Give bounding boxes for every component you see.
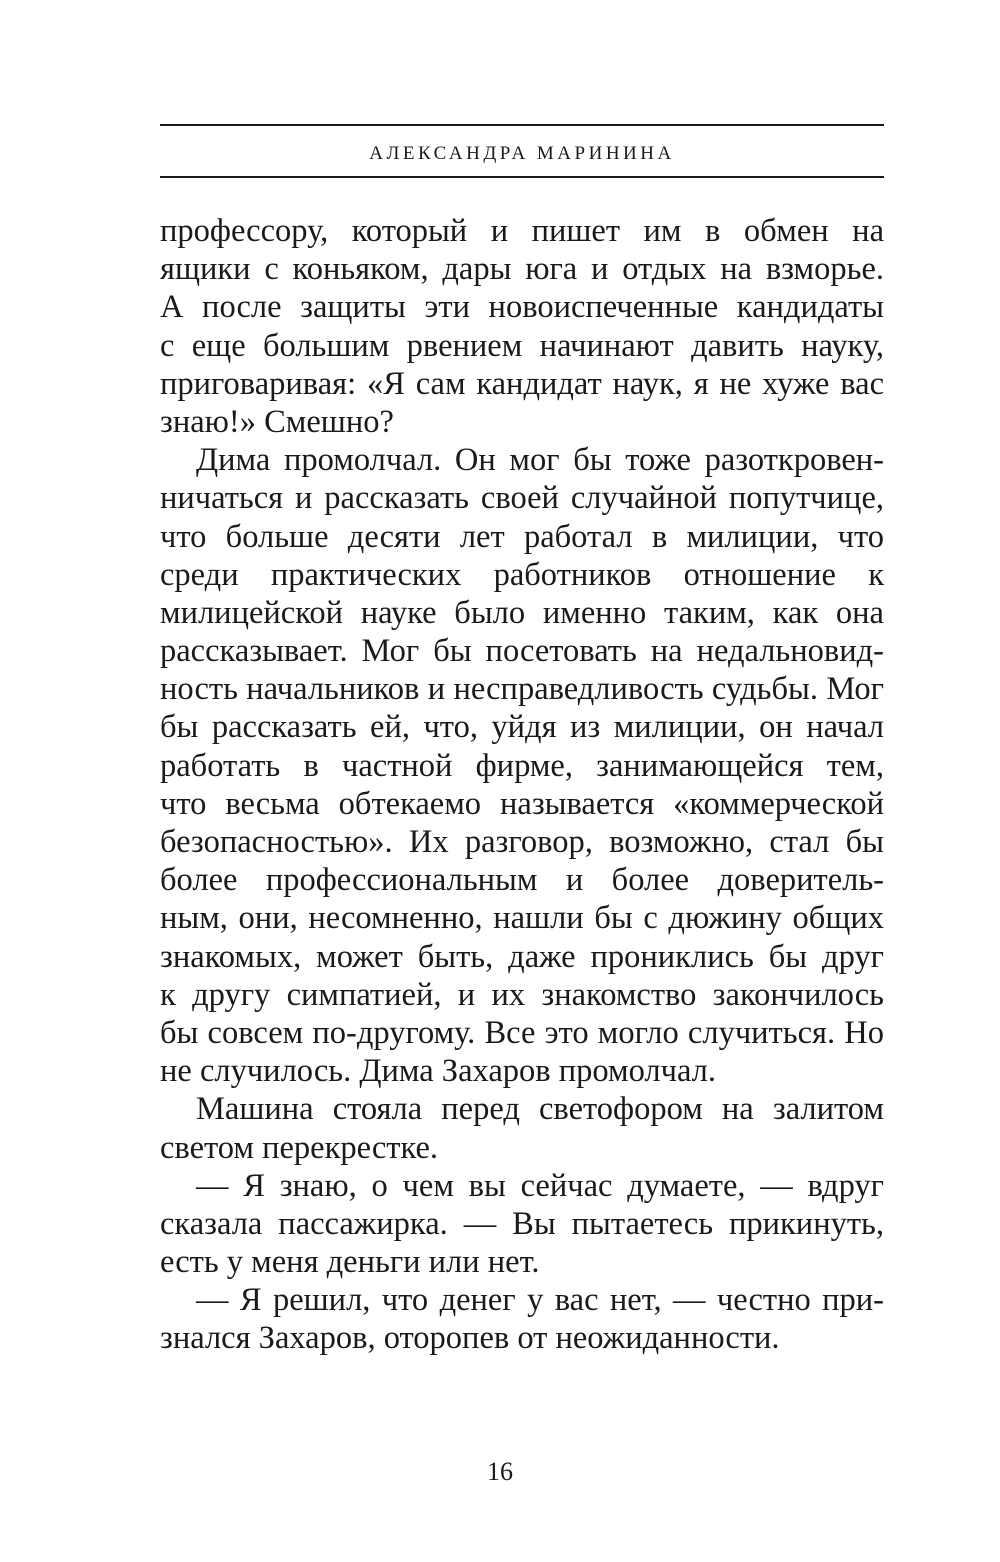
text-line: знаю!» Смешно? [160,403,394,440]
text-line: — Я решил, что денег у вас нет, — честно при- [196,1282,884,1319]
text-line: — Я знаю, о чем вы сейчас думаете, — вдруг [196,1167,884,1204]
text-line: к другу симпатией, и их знакомство закончилось [160,976,884,1013]
text-line: рассказывает. Мог бы посетовать на недальновид- [160,633,884,670]
text-line: профессору, который и пишет им в обмен на [160,213,884,249]
text-line: ность начальников и несправедливость судьбы. Мог [160,671,884,708]
text-line: среди практических работников отношение к [160,556,884,593]
text-line: знался Захаров, оторопев от неожиданности. [160,1320,780,1357]
page-number: 16 [487,1457,513,1486]
text-line: работать в частной фирме, занимающейся тем, [160,747,884,784]
running-head-author: АЛЕКСАНДРА МАРИНИНА [369,143,675,164]
text-line: светом перекрестке. [160,1129,439,1166]
text-line: бы рассказать ей, что, уйдя из милиции, он начал [160,709,884,746]
text-line: сказала пассажирка. — Вы пытаетесь прикинуть, [160,1205,884,1242]
text-line: ничаться и рассказать своей случайной попутчице, [160,480,884,517]
text-line: Дима промолчал. Он мог бы тоже разоткровен- [196,442,884,479]
text-line: Машина стояла перед светофором на залитом [196,1091,884,1128]
text-line: с еще большим рвением начинают давить науку, [160,327,884,364]
text-line: бы совсем по-другому. Все это могло случиться. Но [160,1014,884,1051]
text-line: более профессиональным и более доверитель- [160,862,884,899]
text-line: что весьма обтекаемо называется «коммерческой [160,785,884,822]
body-text [160,212,884,1358]
text-line: безопасностью». Их разговор, возможно, стал бы [160,824,884,860]
text-line: ным, они, несомненно, нашли бы с дюжину общих [160,900,884,937]
running-head [160,124,884,178]
text-line: не случилось. Дима Захаров промолчал. [160,1053,717,1090]
text-line: есть у меня деньги или нет. [160,1244,540,1281]
text-line: что больше десяти лет работал в милиции, что [160,518,884,555]
text-line: А после защиты эти новоиспеченные кандидаты [160,289,884,326]
text-line: знакомых, может быть, даже прониклись бы друг [160,938,884,975]
text-line: ящики с коньяком, дары юга и отдых на взморье. [160,251,884,288]
text-line: приговаривая: «Я сам кандидат наук, я не хуже вас [160,365,884,402]
text-line: милицейской науке было именно таким, как она [160,594,884,631]
